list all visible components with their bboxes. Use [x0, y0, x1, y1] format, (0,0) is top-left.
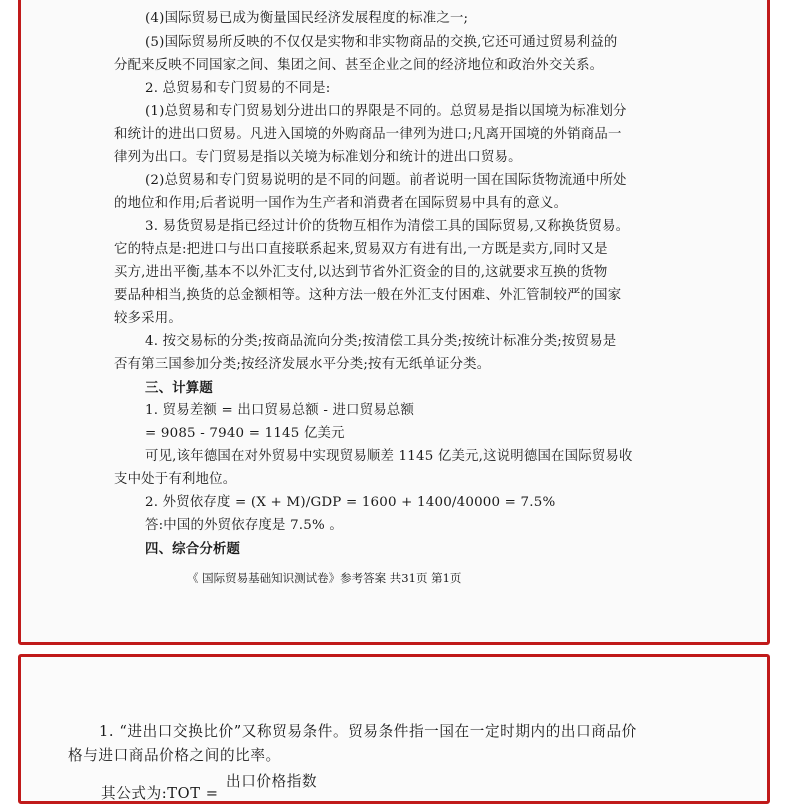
section-heading: 三、计算题: [145, 380, 213, 396]
text-line: (1)总贸易和专门贸易划分进出口的界限是不同的。总贸易是指以国境为标准划分: [145, 104, 627, 119]
text-line: 要品种相当,换货的总金额相等。这种方法一般在外汇支付困难、外汇管制较严的国家: [114, 288, 622, 303]
formula-numerator: 出口价格指数: [226, 773, 318, 790]
text-line: 1. 贸易差额 = 出口贸易总额 - 进口贸易总额: [145, 403, 415, 418]
text-line: 律列为出口。专门贸易是指以关境为标准划分和统计的进出口贸易。: [114, 150, 522, 165]
text-line: 格与进口商品价格之间的比率。: [68, 747, 281, 764]
text-line: 2. 外贸依存度 = (X + M)/GDP = 1600 + 1400/40000 = 7.5%: [145, 495, 556, 510]
text-line: 支中处于有利地位。: [114, 472, 237, 487]
text-line: 较多采用。: [114, 311, 182, 326]
answer-page-2: [18, 654, 770, 804]
text-line: 的地位和作用;后者说明一国作为生产者和消费者在国际贸易中具有的意义。: [114, 196, 568, 211]
formula-label: 其公式为:TOT =: [101, 785, 219, 802]
text-line: = 9085 - 7940 = 1145 亿美元: [145, 426, 345, 441]
page-footer: 《 国际贸易基础知识测试卷》参考答案 共31页 第1页: [187, 571, 462, 585]
text-line: (4)国际贸易已成为衡量国民经济发展程度的标准之一;: [145, 11, 469, 26]
text-line: 1. “进出口交换比价”又称贸易条件。贸易条件指一国在一定时期内的出口商品价: [99, 723, 637, 740]
text-line: 可见,该年德国在对外贸易中实现贸易顺差 1145 亿美元,这说明德国在国际贸易收: [145, 449, 633, 464]
answer-page-1: [18, 0, 770, 645]
section-heading: 四、综合分析题: [145, 541, 241, 557]
text-line: 否有第三国参加分类;按经济发展水平分类;按有无纸单证分类。: [114, 357, 491, 372]
text-line: 4. 按交易标的分类;按商品流向分类;按清偿工具分类;按统计标准分类;按贸易是: [145, 334, 617, 349]
text-line: (2)总贸易和专门贸易说明的是不同的问题。前者说明一国在国际货物流通中所处: [145, 173, 627, 188]
text-line: 它的特点是:把进口与出口直接联系起来,贸易双方有进有出,一方既是卖方,同时又是: [114, 242, 608, 257]
text-line: (5)国际贸易所反映的不仅仅是实物和非实物商品的交换,它还可通过贸易利益的: [145, 35, 618, 50]
text-line: 买方,进出平衡,基本不以外汇支付,以达到节省外汇资金的目的,这就要求互换的货物: [114, 265, 608, 280]
text-line: 2. 总贸易和专门贸易的不同是:: [145, 81, 331, 96]
text-line: 分配来反映不同国家之间、集团之间、甚至企业之间的经济地位和政治外交关系。: [114, 58, 604, 73]
text-line: 和统计的进出口贸易。凡进入国境的外购商品一律列为进口;凡离开国境的外销商品一: [114, 127, 622, 142]
text-line: 3. 易货贸易是指已经过计价的货物互相作为清偿工具的国际贸易,又称换货贸易。: [145, 219, 630, 234]
text-line: 答:中国的外贸依存度是 7.5% 。: [145, 518, 343, 533]
